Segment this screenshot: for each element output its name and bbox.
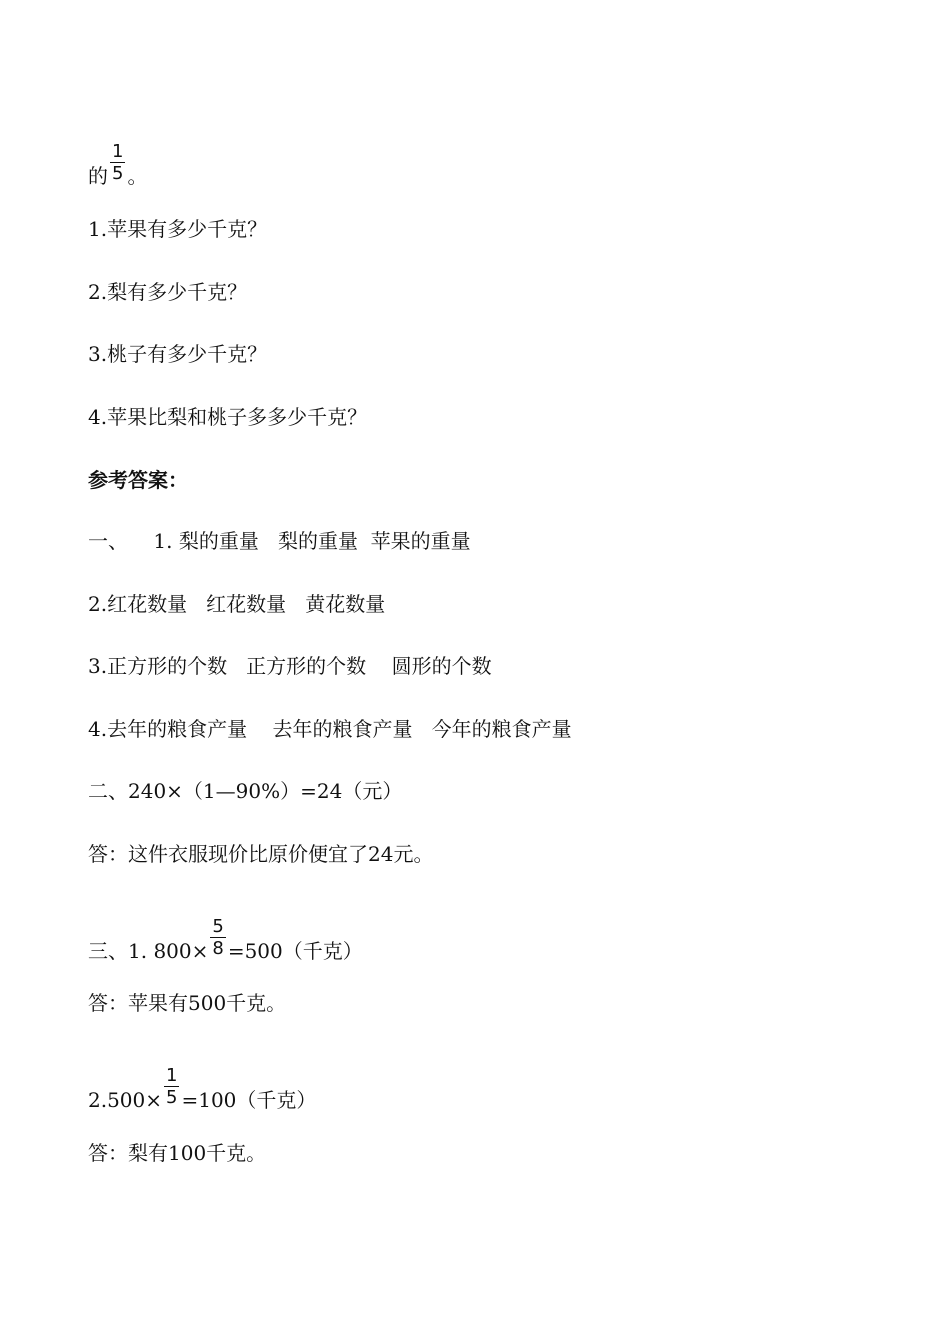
question-2: 2.梨有多少千克？ xyxy=(88,280,248,304)
section3-item1-formula xyxy=(88,916,363,963)
section1-line-2: 2.红花数量 红花数量 黄花数量 xyxy=(88,592,386,616)
intro-fraction xyxy=(110,141,125,184)
section3-item2-prefix: 2.500× xyxy=(88,1088,163,1112)
section3-item1-answer: 答：苹果有500千克。 xyxy=(88,991,287,1015)
section3-item2-answer: 答：梨有100千克。 xyxy=(88,1141,267,1165)
answers-title: 参考答案： xyxy=(88,468,188,492)
fraction-denominator: 8 xyxy=(212,938,224,959)
intro-prefix: 的 xyxy=(88,164,108,188)
question-4: 4.苹果比梨和桃子多多少千克？ xyxy=(88,405,368,429)
section1-line-1: 一、 1. 梨的重量 梨的重量 苹果的重量 xyxy=(88,529,471,553)
fraction-numerator: 1 xyxy=(166,1065,178,1086)
section3-item2-formula xyxy=(88,1065,317,1112)
section3-item1-suffix: =500（千克） xyxy=(227,939,363,963)
fraction-numerator: 1 xyxy=(112,141,124,162)
fraction-numerator: 5 xyxy=(212,916,224,937)
intro-line xyxy=(88,141,148,188)
section3-item2-fraction xyxy=(164,1065,179,1108)
section3-item2-suffix: =100（千克） xyxy=(181,1088,317,1112)
section3-item1-prefix: 三、1. 800× xyxy=(88,939,209,963)
section3-item1-fraction xyxy=(210,916,225,959)
section2-formula: 二、240×（1—90%）=24（元） xyxy=(88,779,403,803)
section1-line-4: 4.去年的粮食产量 去年的粮食产量 今年的粮食产量 xyxy=(88,717,572,741)
intro-suffix: 。 xyxy=(127,164,148,188)
section2-answer: 答：这件衣服现价比原价便宜了24元。 xyxy=(88,842,434,866)
section1-line-3: 3.正方形的个数 正方形的个数 圆形的个数 xyxy=(88,654,492,678)
fraction-denominator: 5 xyxy=(112,163,124,184)
question-1: 1.苹果有多少千克？ xyxy=(88,217,268,241)
fraction-denominator: 5 xyxy=(166,1087,178,1108)
question-3: 3.桃子有多少千克？ xyxy=(88,342,268,366)
